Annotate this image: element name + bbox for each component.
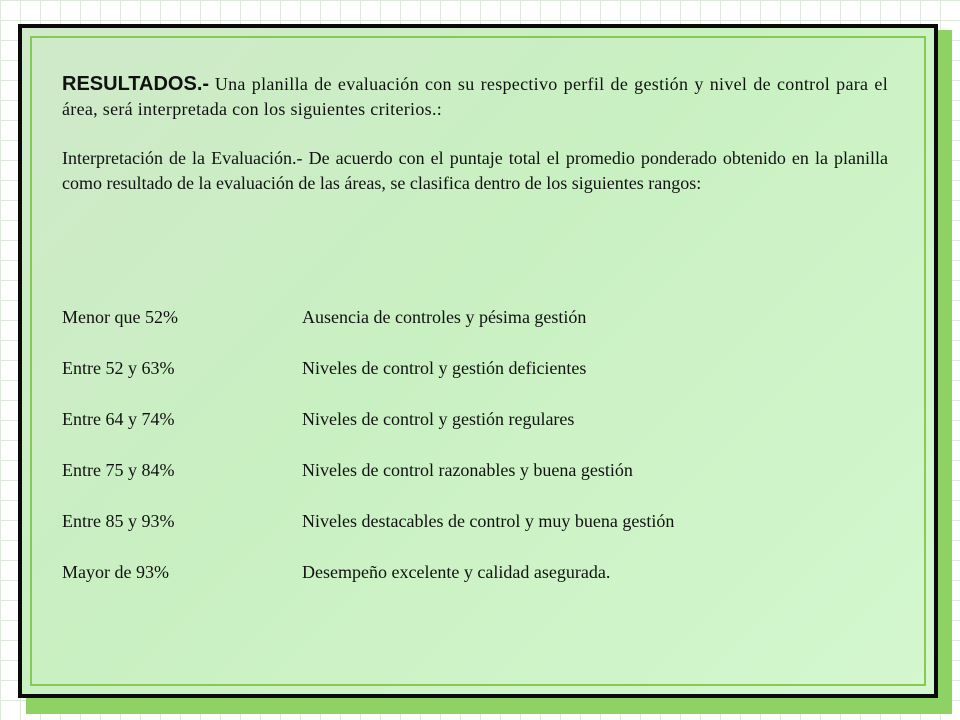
range-label: Entre 52 y 63% bbox=[62, 358, 175, 378]
results-heading: RESULTADOS.- bbox=[62, 73, 210, 95]
range-label: Entre 64 y 74% bbox=[62, 409, 175, 429]
results-text: Una planilla de evaluación con su respectivo perfil de gestión y nivel de control para el área, será interpretada con los siguientes criterios.: bbox=[62, 74, 888, 119]
results-paragraph bbox=[62, 72, 888, 122]
range-description: Desempeño excelente y calidad asegurada. bbox=[302, 562, 611, 582]
range-label: Entre 85 y 93% bbox=[62, 511, 175, 531]
range-description: Ausencia de controles y pésima gestión bbox=[302, 307, 587, 327]
range-label: Menor que 52% bbox=[62, 307, 178, 327]
range-label: Mayor de 93% bbox=[62, 562, 169, 582]
ranges-list bbox=[62, 305, 888, 611]
range-description: Niveles de control y gestión regulares bbox=[302, 409, 575, 429]
range-label: Entre 75 y 84% bbox=[62, 460, 175, 480]
interpretation-paragraph: Interpretación de la Evaluación.- De acuerdo con el puntaje total el promedio ponderado obtenido en la planilla como resultado de la evaluación de las áreas, se clasifica dentro de los siguientes rangos: bbox=[62, 148, 888, 193]
range-description: Niveles de control razonables y buena gestión bbox=[302, 460, 633, 480]
range-row bbox=[62, 305, 888, 330]
range-row bbox=[62, 560, 888, 585]
range-row bbox=[62, 509, 888, 534]
range-row bbox=[62, 458, 888, 483]
range-description: Niveles destacables de control y muy buena gestión bbox=[302, 511, 675, 531]
slide-content bbox=[62, 72, 888, 196]
range-row bbox=[62, 407, 888, 432]
range-row bbox=[62, 356, 888, 381]
range-description: Niveles de control y gestión deficientes bbox=[302, 358, 587, 378]
